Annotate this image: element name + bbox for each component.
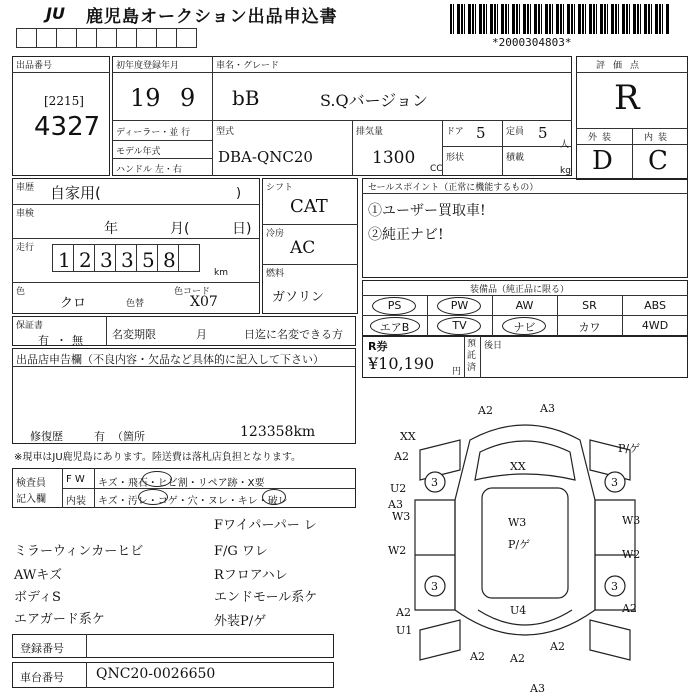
equip-abs: ABS: [644, 299, 666, 312]
interior-label: 内装: [644, 133, 673, 143]
color-code-label: 色コード: [174, 287, 211, 297]
equip-pw: PW: [450, 299, 469, 312]
exterior-grade: D: [592, 146, 613, 176]
diagram-mark: XX: [400, 430, 416, 443]
diagram-mark: 3: [611, 580, 618, 593]
diagram-mark: 3: [431, 580, 438, 593]
mileage-digit-6: 8: [163, 248, 176, 272]
type-label: 型式: [216, 127, 235, 137]
handle-label: ハンドル 左・右: [116, 165, 182, 175]
car-name: bB: [232, 86, 260, 110]
chassis-label: 車台番号: [20, 671, 64, 684]
diagram-mark: U4: [510, 604, 527, 617]
color-label: 色: [16, 287, 26, 297]
dealer-label: ディーラー・並 行: [116, 128, 191, 138]
doors: 5: [476, 124, 486, 142]
inspector-label-2: 記入欄: [16, 494, 46, 505]
interior-check-label: 内装: [66, 496, 86, 507]
diagram-mark: A2: [478, 404, 493, 417]
remark-4: AWキズ: [14, 568, 62, 583]
diagram-mark: W2: [622, 548, 641, 561]
car-diagram: [360, 380, 690, 698]
recycle-yen: 円: [452, 367, 462, 377]
diagram-mark: A3: [388, 498, 403, 511]
header-cells: [16, 28, 196, 48]
km-unit: km: [214, 268, 228, 278]
mileage-digit-4: 3: [121, 248, 134, 272]
equip-ps: PS: [387, 299, 402, 312]
chassis-value: QNC20-0026650: [96, 666, 216, 682]
lot-number: 4327: [34, 112, 101, 142]
ac-value: AC: [290, 238, 316, 258]
diagram-mark: P/ゲ: [618, 442, 641, 455]
usage-label: 車歴: [16, 183, 35, 193]
sales-point-2: ②純正ナビ!: [368, 227, 444, 243]
mileage-label: 走行: [16, 243, 35, 253]
equip-sr: SR: [582, 299, 597, 312]
cc-unit: CC: [430, 164, 443, 174]
interior-items: キズ・汚レ・コゲ・穴・ヌレ・キレ・破レ: [98, 496, 288, 507]
inspector-label-1: 検査員: [16, 478, 46, 489]
car-name-label: 車名・グレード: [216, 61, 280, 71]
equip-tv: TV: [452, 319, 467, 332]
circle-navi: [502, 317, 546, 335]
equipment-label: 装備品（純正品に限る）: [470, 285, 570, 295]
barcode-text: *2000304803*: [492, 36, 572, 49]
remark-7: エンドモール系ケ: [214, 590, 318, 605]
diagram-mark: 3: [431, 476, 438, 489]
lot-code: [2215]: [44, 94, 84, 108]
diagram-mark: W2: [388, 544, 407, 557]
circle-yogore: [138, 489, 168, 505]
shift-value: CAT: [290, 196, 328, 217]
diagram-mark: A2: [470, 650, 485, 663]
seats-unit: 人: [560, 140, 570, 150]
diagram-mark: U1: [396, 624, 413, 637]
form-title: 鹿児島オークション出品申込書: [86, 7, 338, 27]
circle-hiseki: [142, 471, 172, 487]
sales-point-1: ①ユーザー買取車!: [368, 203, 486, 219]
barcode: [450, 4, 670, 34]
inspection-label: 車検: [16, 209, 35, 219]
remark-9: 外装P/ゲ: [214, 614, 267, 629]
fw-label: F W: [66, 474, 85, 485]
displacement: 1300: [372, 148, 416, 168]
displacement-label: 排気量: [356, 127, 384, 137]
mileage-digit-1: 1: [58, 248, 71, 272]
diagram-mark: P/ゲ: [508, 538, 531, 551]
fw-items: キズ・飛石・ヒビ割・リペア跡・X要: [98, 478, 265, 489]
reg-month: 9: [180, 84, 196, 112]
diagram-mark: A2: [510, 652, 525, 665]
color-code: X07: [190, 294, 218, 310]
mileage-digit-2: 2: [79, 248, 92, 272]
sales-points-label: セールスポイント（正常に機能するもの）: [368, 183, 539, 193]
lot-label: 出品番号: [16, 61, 53, 71]
car-grade: S.Qバージョン: [320, 91, 428, 110]
reg-number-label: 登録番号: [20, 642, 64, 655]
inspection-day: 日): [232, 221, 252, 237]
warranty-no: 無: [72, 334, 83, 347]
fuel-label: 燃料: [266, 269, 285, 279]
repair-yes: 有: [94, 430, 105, 443]
term-note: 日迄に名変できる方: [244, 328, 343, 341]
ac-label: 冷房: [266, 229, 285, 239]
equip-leather: カワ: [578, 321, 601, 334]
diagram-mark: 3: [611, 476, 618, 489]
warranty-yes: 有: [38, 334, 49, 347]
seats-label: 定員: [506, 127, 525, 137]
equip-4wd: 4WD: [641, 319, 669, 332]
mileage-digit-3: 3: [100, 248, 113, 272]
term-label: 名変期限: [112, 328, 156, 341]
repair-place: （箇所: [112, 430, 145, 443]
diagram-mark: A2: [396, 606, 411, 619]
ju-logo: JU: [46, 4, 65, 23]
interior-grade: C: [648, 146, 668, 176]
mileage-digit-5: 5: [142, 248, 155, 272]
remark-2: ミラーウィンカーヒビ: [14, 544, 144, 559]
diagram-mark: W3: [508, 516, 527, 529]
diagram-mark: A2: [550, 640, 565, 653]
inspection-year: 年: [104, 221, 118, 237]
diagram-mark: W3: [622, 514, 641, 527]
circle-tv: [437, 317, 481, 335]
recycle-deposit: 預託済: [467, 339, 477, 373]
remark-5: Rフロアハレ: [214, 568, 288, 583]
first-reg-label: 初年度登録年月: [116, 61, 180, 71]
car-type: DBA-QNC20: [218, 148, 313, 166]
fuel-value: ガソリン: [272, 290, 325, 305]
weight-label: 積載: [506, 153, 525, 163]
color-change-label: 色替: [126, 299, 145, 309]
repair-label: 修復歴: [30, 430, 63, 443]
notes-label: 出品店申告欄（不良内容・欠品など具体的に記入して下さい）: [16, 353, 324, 366]
door-label: ドア: [446, 127, 464, 137]
grade-label: 評価点: [596, 61, 648, 71]
circle-pw: [437, 297, 481, 315]
remark-1: Fワイパーパー レ: [214, 518, 317, 533]
circle-nure: [262, 489, 286, 505]
repair-value: 123358km: [240, 424, 316, 440]
inspection-month: 月(: [170, 221, 190, 237]
remark-8: エアガード系ケ: [14, 612, 105, 627]
diagram-mark: A2: [394, 450, 409, 463]
disclaimer: ※現車はJU鹿児島にあります。陸送費は落札店負担となります。: [14, 452, 302, 463]
exterior-label: 外装: [588, 133, 617, 143]
circle-ps: [372, 297, 416, 315]
recycle-amount: ¥10,190: [368, 354, 435, 373]
kg-unit: kg: [560, 166, 571, 176]
usage-value: 自家用(: [50, 184, 101, 202]
recycle-label: R券: [368, 340, 388, 353]
diagram-mark: U2: [390, 482, 407, 495]
diagram-mark: A2: [622, 602, 637, 615]
circle-airbag: [370, 317, 420, 335]
seats: 5: [538, 124, 548, 142]
warranty-label: 保証書: [16, 321, 44, 331]
model-year-label: モデル年式: [116, 147, 161, 157]
diagram-mark: A3: [530, 682, 545, 695]
equip-aw: AW: [515, 299, 534, 312]
shape-label: 形状: [446, 153, 465, 163]
color-value: クロ: [60, 296, 87, 311]
remark-6: ボディS: [14, 590, 61, 605]
equip-airbag: エアB: [379, 321, 410, 334]
term-month: 月: [196, 328, 207, 341]
recycle-later: 後日: [484, 341, 503, 351]
diagram-mark: A3: [540, 402, 555, 415]
diagram-mark: XX: [510, 460, 526, 473]
grade-score: R: [614, 78, 640, 118]
remark-3: F/G ワレ: [214, 544, 268, 559]
shift-label: シフト: [266, 183, 294, 193]
equip-navi: ナビ: [513, 321, 536, 334]
reg-year: 19: [130, 84, 161, 112]
diagram-mark: W3: [392, 510, 411, 523]
